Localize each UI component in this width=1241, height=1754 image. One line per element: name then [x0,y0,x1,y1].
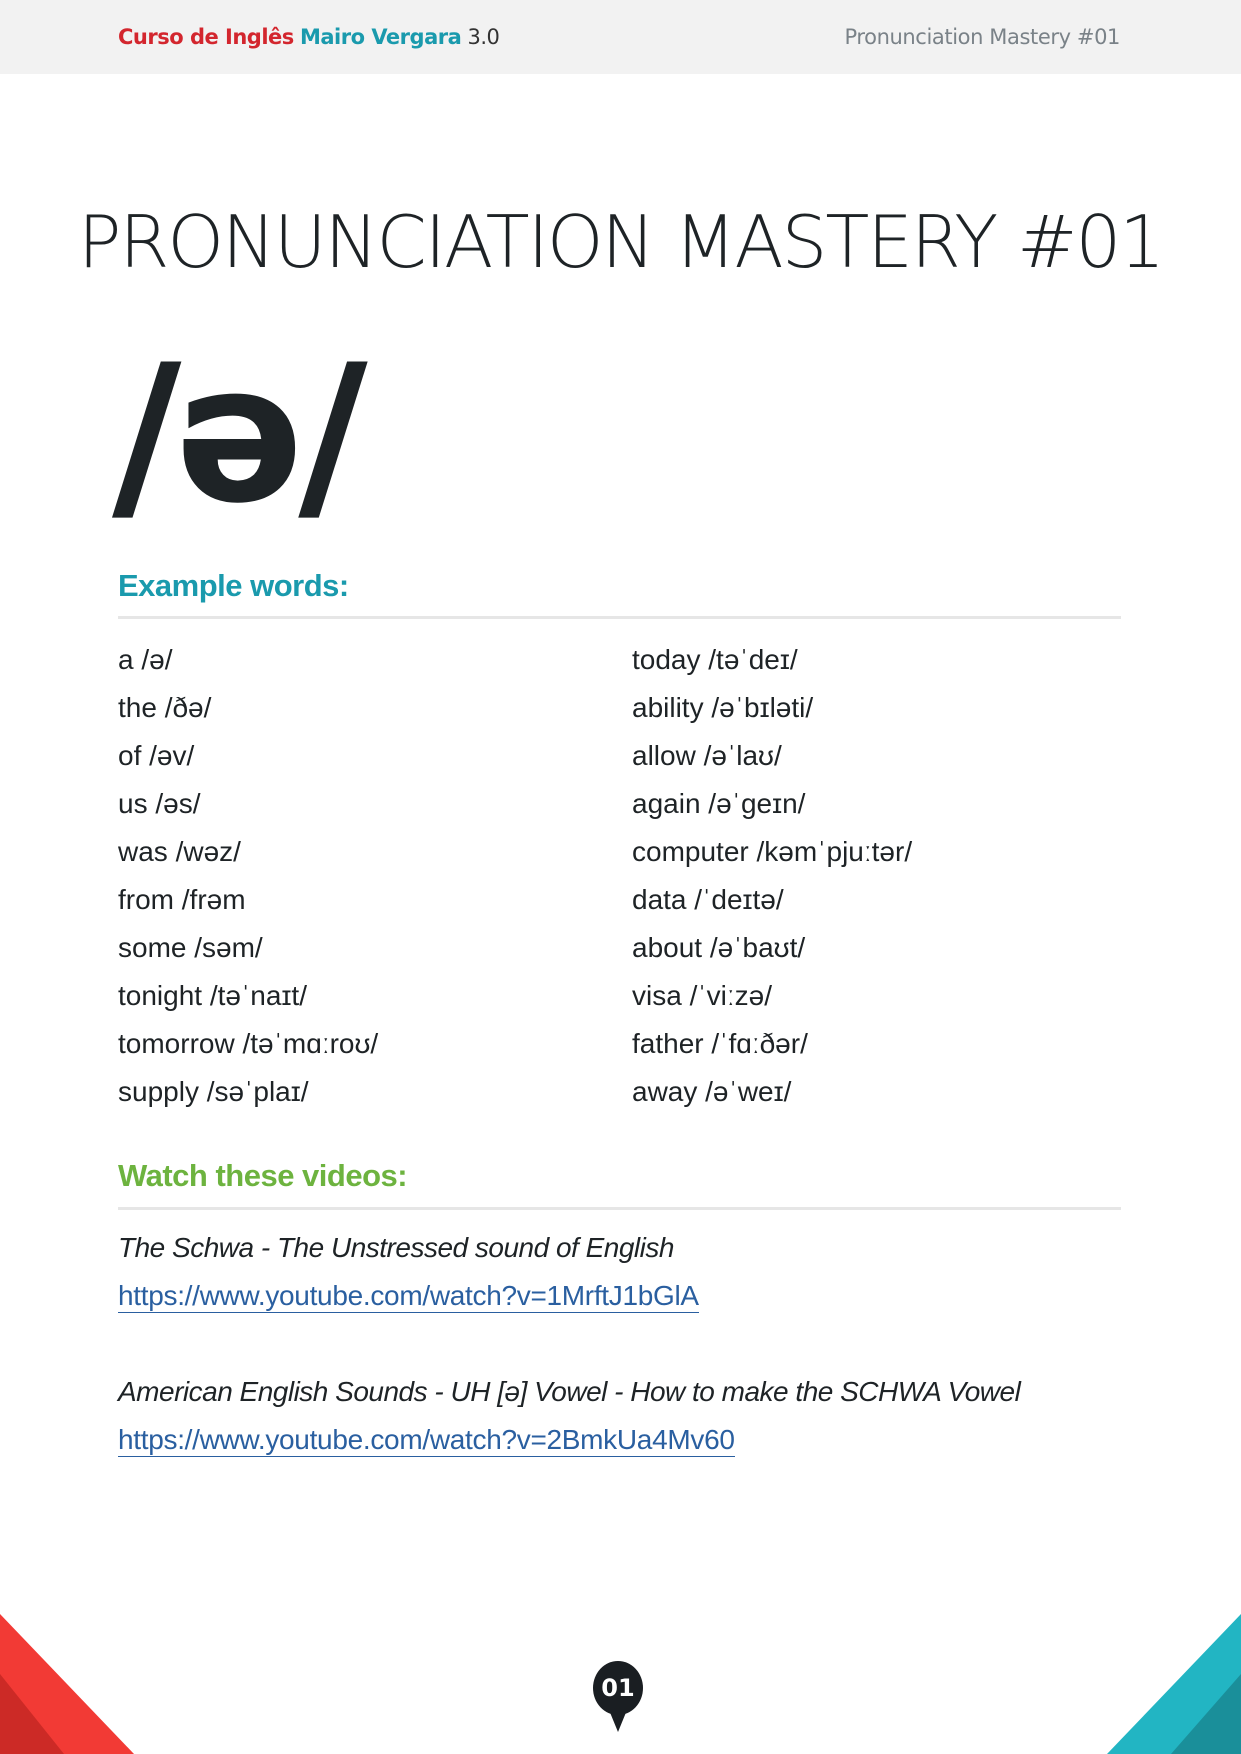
page-title: PRONUNCIATION MASTERY #01 [77,200,1164,284]
video-link[interactable]: https://www.youtube.com/watch?v=1MrftJ1bGlA [118,1280,699,1311]
example-word: father /ˈfɑːðər/ [632,1028,808,1059]
example-word: today /təˈdeɪ/ [632,644,798,675]
page-header [0,0,1241,74]
brand-author: Mairo Vergara [299,25,462,49]
videos-heading: Watch these videos: [118,1158,408,1193]
example-word: supply /səˈplaɪ/ [118,1076,309,1107]
example-word: some /səm/ [118,932,263,963]
example-word: from /frəm [118,884,246,915]
example-word: away /əˈweɪ/ [632,1076,792,1107]
corner-decoration-left [0,1614,140,1754]
page-number-badge: 01 [593,1661,643,1715]
video-title: American English Sounds - UH [ə] Vowel - How to make the SCHWA Vowel [118,1376,1021,1407]
header-doc-title: Pronunciation Mastery #01 [844,25,1120,49]
example-word: about /əˈbaʊt/ [632,932,806,963]
example-word: a /ə/ [118,644,173,675]
video-title: The Schwa - The Unstressed sound of English [118,1232,674,1263]
example-word: visa /ˈviːzə/ [632,980,773,1011]
brand-course: Curso de Inglês [118,25,294,49]
video-link[interactable]: https://www.youtube.com/watch?v=2BmkUa4Mv60 [118,1424,735,1455]
example-word: was /wəz/ [118,836,241,867]
example-word: again /əˈgeɪn/ [632,788,806,819]
examples-left-column [118,640,378,1120]
phoneme-symbol: /ə/ [112,324,362,545]
badge-pointer [609,1710,627,1732]
divider [118,616,1121,619]
example-words-heading: Example words: [118,568,349,603]
brand [118,25,499,49]
corner-decoration-right [1101,1614,1241,1754]
examples-right-column [632,640,912,1120]
brand-version: 3.0 [467,25,500,49]
divider [118,1207,1121,1210]
example-word: tomorrow /təˈmɑːroʊ/ [118,1028,379,1059]
example-word: the /ðə/ [118,692,212,723]
example-word: data /ˈdeɪtə/ [632,884,784,915]
example-word: tonight /təˈnaɪt/ [118,980,307,1011]
example-word: us /əs/ [118,788,201,819]
example-word: allow /əˈlaʊ/ [632,740,782,771]
example-word: computer /kəmˈpjuːtər/ [632,836,913,867]
example-word: of /əv/ [118,740,195,771]
example-word: ability /əˈbɪləti/ [632,692,814,723]
